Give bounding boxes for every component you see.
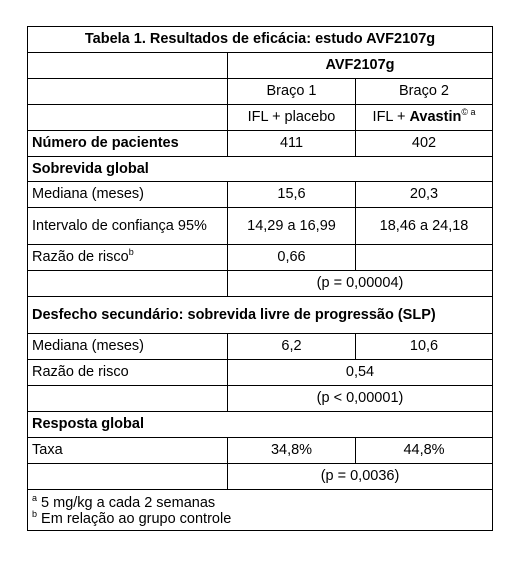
empty-cell [28,53,228,79]
os-ci-row [28,208,493,245]
os-ci-arm2: 18,46 a 24,18 [356,208,493,245]
empty-cell [28,464,228,490]
response-p-row [28,464,493,490]
pfs-p-value: (p < 0,00001) [228,386,493,412]
arm1-header: Braço 1 [228,79,356,105]
footnote-a [32,495,488,511]
footnotes [28,490,493,531]
os-p-row [28,271,493,297]
response-p-value: (p = 0,0036) [228,464,493,490]
arm2-treatment-prefix: IFL + [372,109,410,125]
arm2-treatment-sup: © a [461,107,476,117]
arm-header-row [28,79,493,105]
response-heading-row [28,412,493,438]
footnote-b-mark: b [32,509,38,519]
os-median-arm1: 15,6 [228,182,356,208]
os-median-arm2: 20,3 [356,182,493,208]
pfs-median-arm1: 6,2 [228,334,356,360]
empty-cell [28,386,228,412]
empty-cell [356,245,493,271]
os-hr-sup: b [128,247,134,257]
pfs-hr-label: Razão de risco [28,360,228,386]
empty-cell [28,79,228,105]
os-ci-label: Intervalo de confiança 95% [28,208,228,245]
os-hr-label: Razão de risco [32,249,129,265]
efficacy-results-table [27,26,493,531]
footnote-a-text: 5 mg/kg a cada 2 semanas [37,495,216,511]
pfs-median-row [28,334,493,360]
os-heading-row [28,157,493,182]
pfs-hr-row [28,360,493,386]
footnote-b [32,511,488,527]
treatment-header-row [28,105,493,131]
os-hr-label-cell [28,245,228,271]
footnotes-row [28,490,493,531]
empty-cell [28,105,228,131]
patients-row [28,131,493,157]
pfs-heading-row [28,297,493,334]
pfs-p-row [28,386,493,412]
response-rate-arm1: 34,8% [228,438,356,464]
study-header-row [28,53,493,79]
os-median-label: Mediana (meses) [28,182,228,208]
empty-cell [28,271,228,297]
response-rate-row [28,438,493,464]
os-hr-value: 0,66 [228,245,356,271]
table-title-row [28,27,493,53]
pfs-median-label: Mediana (meses) [28,334,228,360]
patients-label: Número de pacientes [28,131,228,157]
patients-arm2: 402 [356,131,493,157]
os-heading: Sobrevida global [28,157,493,182]
footnote-a-mark: a [32,493,38,503]
patients-arm1: 411 [228,131,356,157]
pfs-heading: Desfecho secundário: sobrevida livre de progressão (SLP) [28,297,493,334]
os-median-row [28,182,493,208]
arm2-header: Braço 2 [356,79,493,105]
response-rate-arm2: 44,8% [356,438,493,464]
os-ci-arm1: 14,29 a 16,99 [228,208,356,245]
arm2-treatment-brand: Avastin [409,109,462,125]
study-name: AVF2107g [228,53,493,79]
table-title: Tabela 1. Resultados de eficácia: estudo AVF2107g [28,27,493,53]
footnote-b-text: Em relação ao grupo controle [37,511,232,527]
response-rate-label: Taxa [28,438,228,464]
pfs-median-arm2: 10,6 [356,334,493,360]
pfs-hr-value: 0,54 [228,360,493,386]
arm2-treatment [356,105,493,131]
response-heading: Resposta global [28,412,493,438]
os-p-value: (p = 0,00004) [228,271,493,297]
os-hr-row [28,245,493,271]
arm1-treatment: IFL + placebo [228,105,356,131]
